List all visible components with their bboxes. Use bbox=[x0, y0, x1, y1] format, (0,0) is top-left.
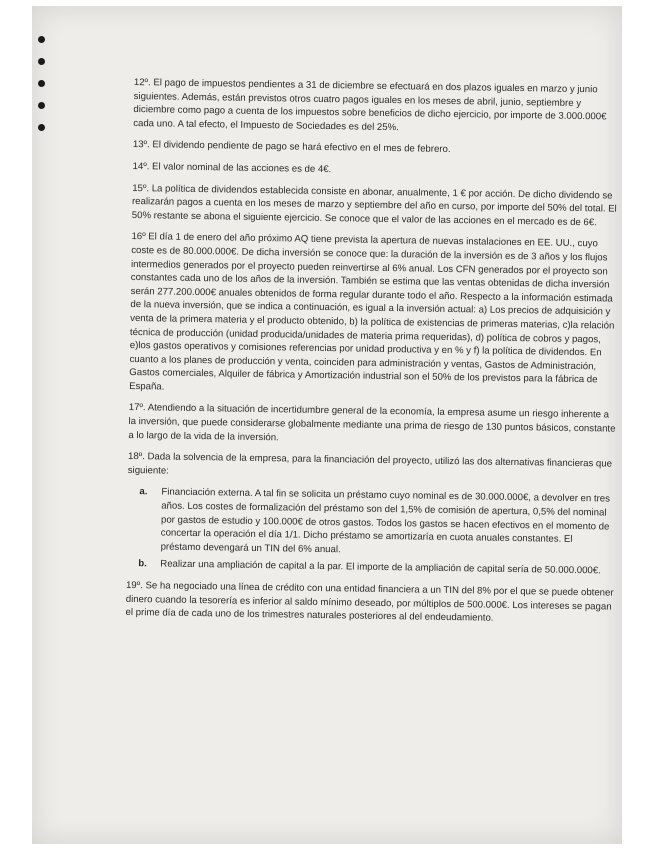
paragraph-16: 16º El día 1 de enero del año próximo AQ tiene prevista la apertura de nuevas instalaciones en EE. UU., cuyo coste es de 80.000.000€. De dicha inversión se conoce que: la duración de la inversión es de 3 años y los flujos intermedios generados por el proyecto pueden reinvertirse al 6% anual. Los CFN generados por el proyecto son constantes cada uno de los años de la inversión. También se estima que las ventas obtenidas de dicha inversión serán 277.200.000€ anuales obtenidos de forma regular durante todo el año. Respecto a la información estimada de la nueva inversión, que se indica a continuación, es igual a la inversión actual: a) Los precios de adquisición y venta de la primera materia y el producto obtenido, b) la política de existencias de primeras materias, c)la relación técnica de producción (unidad producida/unidades de materia prima requeridas), d) política de cobros y pagos, e)los gastos operativos y comisiones referencias por unidad productiva y en % y f) la política de dividendos. En cuanto a los planes de producción y venta, coinciden para administración y ventas, Gastos de Administración, Gastos comerciales, Alquiler de fábrica y Amortización industrial son el 50% de los previstos para la fábrica de España. bbox=[129, 231, 615, 393]
financing-options-list bbox=[126, 485, 615, 578]
binder-hole bbox=[38, 36, 45, 43]
binder-hole bbox=[38, 58, 45, 65]
list-item-label: a. bbox=[139, 486, 148, 498]
paragraph-17: 17º. Atendiendo a la situación de incertidumbre general de la economía, la empresa asume un riesgo inherente a la inversión, que puede considerarse globalmente mediante una prima de riesgo de 130 puntos básicos, constante a lo largo de la vida de la inversión. bbox=[128, 402, 616, 443]
list-item-label: b. bbox=[138, 558, 147, 570]
binder-hole bbox=[38, 80, 45, 87]
paragraph-15: 15º. La política de dividendos establecida consiste en abonar, anualmente, 1 € por acción. De dicho dividendo se realizarán pagos a cuenta en los meses de marzo y septiembre del año en curso, por importe del 50% del total. El 50% restante se abona el siguiente ejercicio. Se conoce que el valor de las acciones en el mercado es de 6€. bbox=[131, 182, 617, 229]
paragraph-19: 19º. Se ha negociado una línea de crédito con una entidad financiera a un TIN del 8% por el que se puede obtener dinero cuando la tesorería es inferior al saldo mínimo deseado, por múltiplos de 500.000€. Los intereses se pagan el prime día de cada uno de los trimestres naturales posteriores al del endeudamiento. bbox=[125, 579, 614, 624]
list-item-text: Financiación externa. A tal fin se solicita un préstamo cuyo nominal es de 30.000.000€, a devolver en tres años. Los costes de formalización del préstamo son del 1,5% de comisión de apertura, 0,5% del nominal por gastos de estudio y 100.000€ de otros gastos. Todos los gastos se hacen efectivos en el momento de concertar la operación el día 1/1. Dicho préstamo se amortizaría en cuota anuales constantes. El préstamo devengará un TIN del 6% anual. bbox=[160, 486, 611, 556]
paragraph-18: 18º. Dada la solvencia de la empresa, para la financiación del proyecto, utilizó las dos alternativas financieras que siguiente: bbox=[127, 451, 613, 477]
binder-hole bbox=[38, 102, 45, 109]
document-body bbox=[125, 76, 622, 635]
list-item-text: Realizar una ampliación de capital a la par. El importe de la ampliación de capital sería de 50.000.000€. bbox=[160, 558, 601, 577]
document-page bbox=[32, 6, 622, 844]
paragraph-12: 12º. El pago de impuestos pendientes a 31 de diciembre se efectuará en dos plazos iguales en marzo y junio siguientes. Además, están previstos otros cuatro pagos iguales en los meses de abril, junio, septiembre y diciembre como pago a cuenta de los impuestos sobre beneficios de dicho ejercicio, por importe de 3.000.000€ cada uno. A tal efecto, el Impuesto de Sociedades es del 25%. bbox=[133, 76, 607, 133]
binder-hole bbox=[38, 124, 45, 131]
list-item bbox=[126, 557, 614, 578]
list-item bbox=[127, 485, 616, 561]
paragraph-14: 14º. El valor nominal de las acciones es de 4€. bbox=[132, 160, 332, 176]
paragraph-13: 13º. El dividendo pendiente de pago se hará efectivo en el mes de febrero. bbox=[132, 139, 451, 156]
